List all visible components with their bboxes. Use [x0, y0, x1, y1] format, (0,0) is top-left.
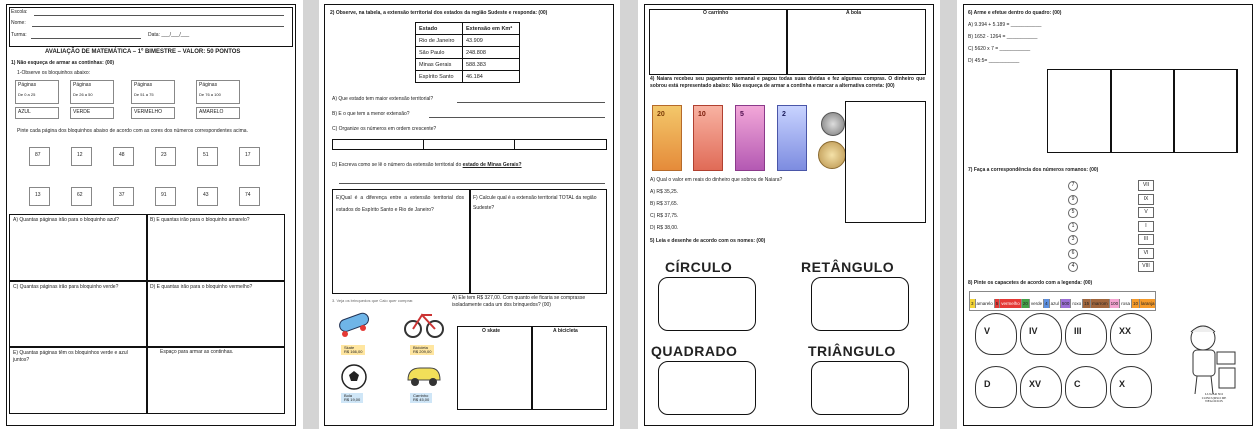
question-c: C) Quantas páginas irão para bloquinho verde? — [13, 284, 119, 290]
toys-intro: 3. Veja os brinquedos que Caio quer comprar. — [332, 298, 414, 303]
coin-silver — [821, 112, 845, 136]
page-4: 6) Arme e efetue dentro do quadro: (00) A) 9.394 + 5.189 = ___________ B) 1652 - 1264 = ___________ C) 5620 x 7 = ___________ D) 45:5= ___________ 7) Faça a correspondência dos números romanos: (00) 7 9 5 1 3 6 4 VII IX V I III VI VIII 8) Pinte os capacetes de acordo com a legenda: (00) 3 amarelo 5 vermelho 20 verde 4 azul 500 roxo 15 marrom 100 rosa 10 laranja V IV III XX D XV C X LUGAR NO CONCURSO DE NEGÓCIOS — [957, 0, 1259, 429]
class-label: Turma: — [11, 32, 27, 38]
question-6: 6) Arme e efetue dentro do quadro: (00) — [968, 10, 1062, 16]
operation-b: B) 1652 - 1264 = ___________ — [968, 34, 1038, 40]
answer-cell-car[interactable] — [649, 9, 788, 75]
answer-cell-skate[interactable] — [457, 326, 533, 410]
school-label: Escola: — [11, 9, 28, 15]
col-ball: A bola — [846, 10, 862, 16]
question-4a: A) Qual o valor em reais do dinheiro que sobrou de Naiara? — [650, 177, 783, 183]
question-a: A) Quantas páginas irão para o bloquinho azul? — [13, 217, 119, 223]
table-header-row: Estado Extensão em Km² — [416, 23, 520, 35]
color-legend: 3 amarelo 5 vermelho 20 verde 4 azul 500 roxo 15 marrom 100 rosa 10 laranja — [969, 291, 1156, 311]
question-2e: E)Qual é a diferença entre a extensão territorial dos estados do Espírito Santo e Rio de Janeiro? — [336, 195, 464, 213]
state-area-table — [415, 22, 520, 83]
coin-gold — [818, 141, 846, 169]
question-2a: A) Que estado tem maior extensão territorial? — [332, 96, 434, 102]
page-2: 2) Observe, na tabela, a extensão territorial dos estados da região Sudeste e responda: (00) Estado Extensão em Km² Rio de Janeiro 43.909 São Paulo 248.808 Minas Gerais 588.383 Espírito Santo 46.184 A) Que estado tem maior extensão territorial? B) E o que tem a menor extensão? C) Organize os números em ordem crescente? D) Escreva como se lê o número da extensão territorial do estado de Minas Gerais? E)Qual é a diferença entre a extensão territorial dos estados do Espírito Santo e Rio de Janeiro? F) Calcule qual é a extensão territorial TOTAL da região Sudeste? 3. Veja os brinquedos que Caio quer comprar. Skate R$ 166,00 Bicicleta R$ 209,00 Bola R$ 19,00 Carrinho R$ 45,00 A) Ele tem R$ 327,00. Com quanto ele ficaria se comprasse isoladamente cada um dos brinquedos? (00) O skate A bicicleta — [319, 0, 620, 429]
question-b: B) E quantas irão para o bloquinho amarelo? — [150, 217, 250, 223]
col-skate: O skate — [482, 328, 501, 334]
answer-cell-workspace[interactable] — [146, 346, 285, 414]
option-d[interactable]: D) R$ 38,00. — [650, 225, 679, 231]
helmet-icon[interactable]: D — [975, 366, 1017, 408]
date-label: Data: ___/___/___ — [148, 32, 190, 38]
option-c[interactable]: C) R$ 37,75. — [650, 213, 679, 219]
question-5: 5) Leia e desenhe de acordo com os nomes: (00) — [650, 238, 766, 244]
skateboard-icon — [335, 310, 375, 340]
answer-cell-bicycle[interactable] — [531, 326, 607, 410]
question-1: 1) Não esqueça de armar as continhas: (00) — [11, 60, 115, 66]
col-bicycle: A bicicleta — [553, 328, 578, 334]
toys-question: A) Ele tem R$ 327,00. Com quanto ele ficaria se comprasse isoladamente cada um dos brinquedos? (00) — [452, 295, 586, 308]
option-a[interactable]: A) R$ 35,25. — [650, 189, 679, 195]
helmet-icon[interactable]: IV — [1020, 313, 1062, 355]
draw-box-square[interactable] — [658, 361, 756, 415]
answer-cell-op-c[interactable] — [1173, 69, 1238, 153]
page-3 — [638, 0, 940, 429]
answer-cell-op-a[interactable] — [1047, 69, 1112, 153]
draw-box-triangle[interactable] — [811, 361, 909, 415]
draw-box-rectangle[interactable] — [811, 277, 909, 331]
helmet-icon[interactable]: XV — [1020, 366, 1062, 408]
helmet-icon[interactable]: C — [1065, 366, 1107, 408]
answer-cell-op-d[interactable] — [1236, 69, 1238, 153]
helmet-icon[interactable]: X — [1110, 366, 1152, 408]
banknote-2: 2 — [777, 105, 807, 171]
question-8: 8) Pinte os capacetes de acordo com a legenda: (00) — [968, 280, 1093, 286]
toy-car-icon — [404, 360, 444, 390]
banknote-10: 10 — [693, 105, 723, 171]
page-1: Escola: Nome: Turma: Data: ___/___/___ AVALIAÇÃO DE MATEMÁTICA – 1º BIMESTRE – VALOR: 50 PONTOS 1) Não esqueça de armar as continhas: (00) 1-Observe os bloquinhos abaixo: Páginas De 0 a 25 AZUL Páginas De 26 a 50 VERDE Páginas De 51 a 75 VERMELHO Páginas De 76 a 100 AMARELO Pinte cada página dos bloquinhos abaixo de acordo com as cores dos números correspondentes acima. 87 12 48 23 51 17 13 62 37 91 43 74 A) Quantas páginas irão para o bloquinho azul? B) E quantas irão para o bloquinho amarelo? C) Quantas páginas irão para bloquinho verde? D) E quantas irão para o bloquinho vermelho? E) Quantas páginas têm os bloquinhos verde e azul juntos? Espaço para armar as continhas. — [0, 0, 303, 429]
answer-cell-a[interactable] — [9, 214, 148, 282]
draw-box-circle[interactable] — [658, 277, 756, 331]
option-b[interactable]: B) R$ 37,65. — [650, 201, 679, 207]
helmet-icon[interactable]: V — [975, 313, 1017, 355]
answer-cell-b[interactable] — [146, 214, 285, 282]
question-2c: C) Organize os números em ordem crescente? — [332, 126, 437, 132]
banknote-20: 20 — [652, 105, 682, 171]
question-e: E) Quantas páginas têm os bloquinhos verde e azul juntos? — [13, 350, 128, 363]
answer-cell-money[interactable] — [845, 101, 926, 223]
workspace-label: Espaço para armar as continhas. — [160, 349, 234, 355]
operation-a: A) 9.394 + 5.189 = ___________ — [968, 22, 1042, 28]
table-row: São Paulo 248.808 — [416, 47, 520, 59]
label-rectangle: RETÂNGULO — [801, 259, 895, 275]
table-row: Minas Gerais 588.383 — [416, 59, 520, 71]
paint-instruction: Pinte cada página dos bloquinhos abaixo de acordo com as cores dos números correspondentes acima. — [17, 128, 248, 134]
order-boxes[interactable] — [332, 139, 607, 150]
bicycle-icon — [404, 305, 444, 339]
header-box — [9, 7, 293, 47]
question-2b: B) E o que tem a menor extensão? — [332, 111, 410, 117]
question-d: D) E quantas irão para o bloquinho vermelho? — [150, 284, 253, 290]
table-row: Rio de Janeiro 43.909 — [416, 35, 520, 47]
name-label: Nome: — [11, 20, 26, 26]
table-row: Espírito Santo 46.184 — [416, 71, 520, 83]
label-square: QUADRADO — [651, 343, 738, 359]
exam-title: AVALIAÇÃO DE MATEMÁTICA – 1º BIMESTRE – VALOR: 50 PONTOS — [45, 49, 241, 55]
helmet-icon[interactable]: III — [1065, 313, 1107, 355]
soccer-ball-icon — [340, 363, 368, 391]
operation-d: D) 45:5= ___________ — [968, 58, 1020, 64]
helmet-icon[interactable]: XX — [1110, 313, 1152, 355]
label-triangle: TRIÂNGULO — [808, 343, 896, 359]
question-4: 4) Naiara recebeu seu pagamento semanal e pagou todas suas dívidas e fez algumas compras. O dinheiro que sobrou está representado abaixo: Não esqueça de armar a continha e marcar a alternativa correta: (00) — [650, 76, 925, 89]
answer-cell-ball[interactable] — [786, 9, 926, 75]
question-1-observe: 1-Observe os bloquinhos abaixo: — [17, 70, 91, 76]
answer-cell-op-b[interactable] — [1110, 69, 1175, 153]
label-circle: CÍRCULO — [665, 259, 733, 275]
question-7: 7) Faça a correspondência dos números romanos: (00) — [968, 167, 1099, 173]
question-2: 2) Observe, na tabela, a extensão territorial dos estados da região Sudeste e responda: (00) — [330, 10, 548, 16]
col-car: O carrinho — [703, 10, 729, 16]
question-2d: D) Escreva como se lê o número da extensão territorial do estado de Minas Gerais? — [332, 162, 522, 168]
operation-c: C) 5620 x 7 = ___________ — [968, 46, 1031, 52]
question-2f: F) Calcule qual é a extensão territorial TOTAL da região Sudeste? — [473, 195, 597, 211]
banknote-5: 5 — [735, 105, 765, 171]
signature-caption: LUGAR NO CONCURSO DE NEGÓCIOS — [1201, 392, 1227, 403]
